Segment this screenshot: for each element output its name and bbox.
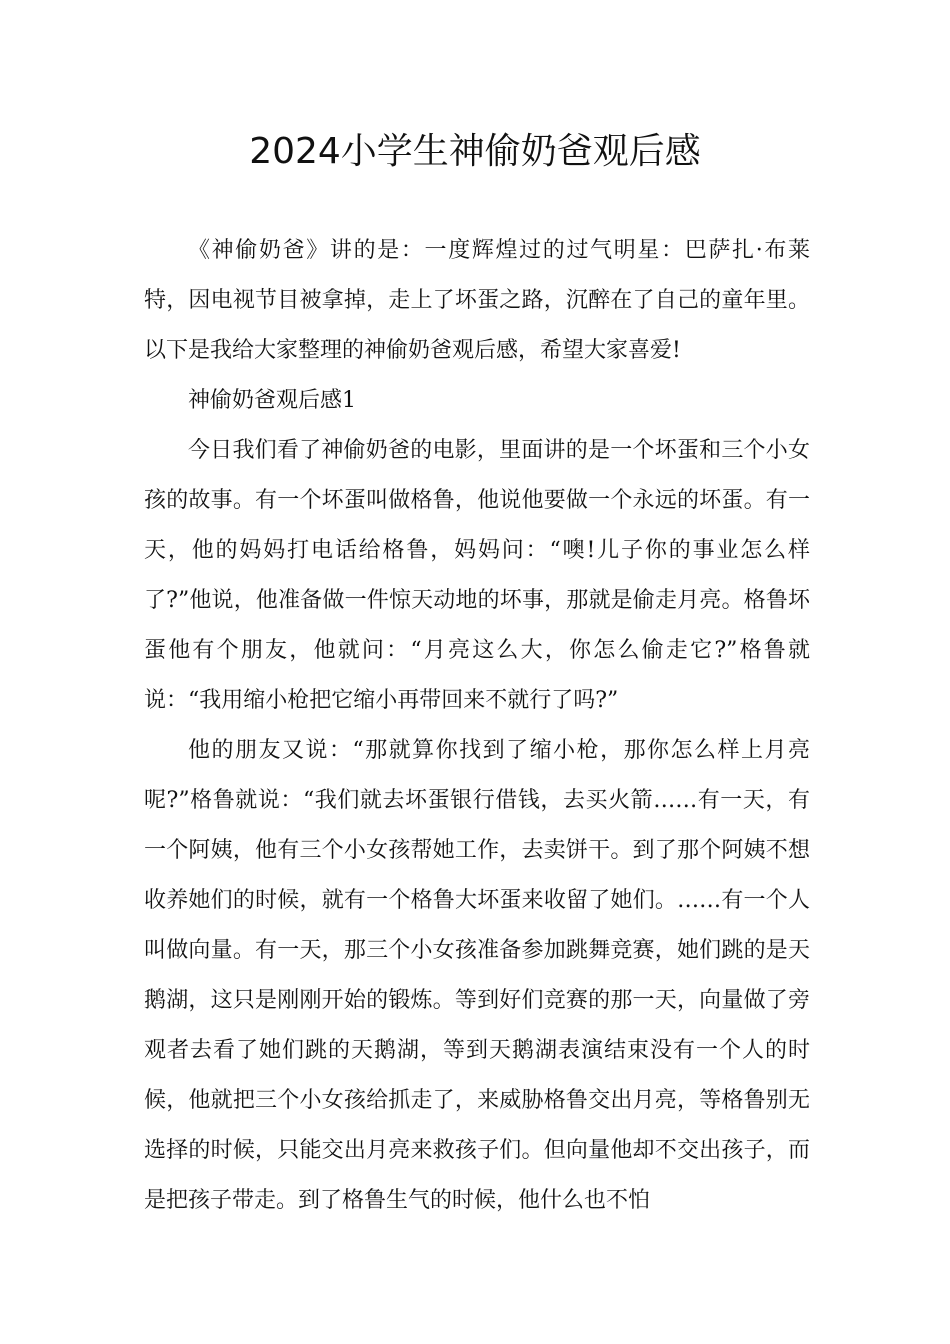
body-paragraph-1: 今日我们看了神偷奶爸的电影，里面讲的是一个坏蛋和三个小女孩的故事。有一个坏蛋叫做格鲁，他说他要做一个永远的坏蛋。有一天，他的妈妈打电话给格鲁，妈妈问：“噢!儿子你的事业怎么样了?”他说，他准备做一件惊天动地的坏事，那就是偷走月亮。格鲁坏蛋他有个朋友，他就问：“月亮这么大，你怎么偷走它?”格鲁就说：“我用缩小枪把它缩小再带回来不就行了吗?” (144, 438, 810, 713)
body-paragraph-2: 他的朋友又说：“那就算你找到了缩小枪，那你怎么样上月亮呢?”格鲁就说：“我们就去坏蛋银行借钱，去买火箭……有一天，有一个阿姨，他有三个小女孩帮她工作，去卖饼干。到了那个阿姨不想收养她们的时候，就有一个格鲁大坏蛋来收留了她们。……有一个人叫做向量。有一天，那三个小女孩准备参加跳舞竞赛，她们跳的是天鹅湖，这只是刚刚开始的锻炼。等到好们竞赛的那一天，向量做了旁观者去看了她们跳的天鹅湖，等到天鹅湖表演结束没有一个人的时候，他就把三个小女孩给抓走了，来威胁格鲁交出月亮，等格鲁别无选择的时候，只能交出月亮来救孩子们。但向量他却不交出孩子，而是把孩子带走。到了格鲁生气的时候，他什么也不怕 (144, 738, 810, 1213)
section-heading: 神偷奶爸观后感1 (188, 388, 356, 413)
document-title: 2024小学生神偷奶爸观后感 (249, 131, 701, 172)
intro-paragraph: 《神偷奶爸》讲的是：一度辉煌过的过气明星：巴萨扎·布莱特，因电视节目被拿掉，走上了坏蛋之路，沉醉在了自己的童年里。以下是我给大家整理的神偷奶爸观后感，希望大家喜爱! (144, 238, 810, 363)
document-body (144, 226, 810, 1226)
